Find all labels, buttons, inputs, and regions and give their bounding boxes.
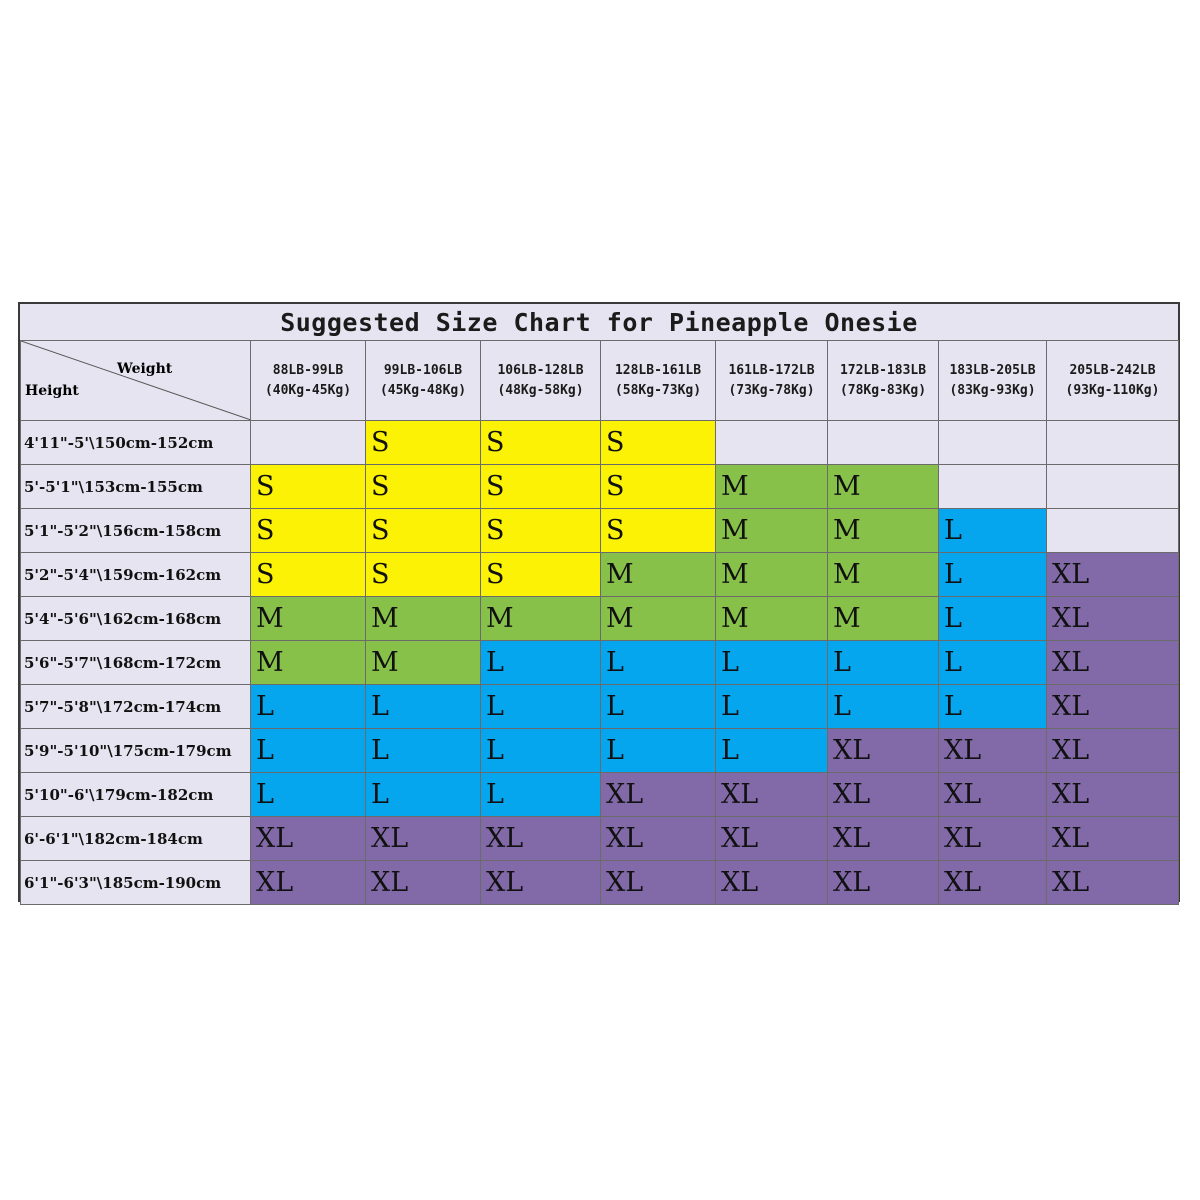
weight-lb-range: 106LB-128LB: [497, 362, 584, 378]
size-cell-l: L: [939, 553, 1047, 597]
size-cell-m: M: [828, 509, 939, 553]
size-cell-l: L: [828, 685, 939, 729]
weight-column-header: [1047, 341, 1179, 421]
size-cell-s: S: [481, 509, 601, 553]
weight-column-header: [716, 341, 828, 421]
height-range-label: 6'-6'1"\182cm-184cm: [21, 817, 251, 861]
size-cell-l: L: [939, 641, 1047, 685]
weight-lb-range: 128LB-161LB: [614, 362, 702, 378]
size-cell-m: M: [481, 597, 601, 641]
empty-cell: [1047, 465, 1179, 509]
size-cell-l: L: [601, 641, 716, 685]
weight-column-header: [828, 341, 939, 421]
size-cell-xl: XL: [939, 817, 1047, 861]
size-cell-l: L: [716, 729, 828, 773]
table-row: [21, 553, 1179, 597]
size-cell-xl: XL: [828, 861, 939, 905]
size-cell-m: M: [828, 597, 939, 641]
size-cell-xl: XL: [1047, 817, 1179, 861]
chart-title: Suggested Size Chart for Pineapple Onesie: [20, 304, 1178, 341]
size-table: [20, 340, 1179, 905]
size-cell-m: M: [251, 641, 366, 685]
size-cell-l: L: [716, 685, 828, 729]
size-cell-l: L: [481, 729, 601, 773]
size-cell-m: M: [601, 597, 716, 641]
size-cell-l: L: [366, 729, 481, 773]
diagonal-line: [21, 341, 251, 420]
size-cell-xl: XL: [828, 773, 939, 817]
size-cell-m: M: [601, 553, 716, 597]
size-cell-xl: XL: [1047, 553, 1179, 597]
size-cell-l: L: [366, 773, 481, 817]
size-cell-xl: XL: [939, 729, 1047, 773]
height-range-label: 5'9"-5'10"\175cm-179cm: [21, 729, 251, 773]
size-cell-xl: XL: [716, 817, 828, 861]
size-cell-xl: XL: [716, 861, 828, 905]
size-cell-l: L: [939, 685, 1047, 729]
size-cell-l: L: [939, 509, 1047, 553]
height-range-label: 5'4"-5'6"\162cm-168cm: [21, 597, 251, 641]
size-cell-l: L: [939, 597, 1047, 641]
size-cell-l: L: [251, 773, 366, 817]
table-row: [21, 421, 1179, 465]
size-cell-s: S: [601, 421, 716, 465]
size-cell-l: L: [828, 641, 939, 685]
size-cell-l: L: [716, 641, 828, 685]
size-cell-l: L: [481, 773, 601, 817]
size-cell-s: S: [251, 509, 366, 553]
weight-column-header: [251, 341, 366, 421]
table-row: [21, 817, 1179, 861]
height-range-label: 5'7"-5'8"\172cm-174cm: [21, 685, 251, 729]
size-cell-xl: XL: [1047, 641, 1179, 685]
weight-kg-range: (45Kg-48Kg): [379, 382, 467, 398]
size-cell-xl: XL: [601, 773, 716, 817]
size-cell-m: M: [366, 641, 481, 685]
weight-lb-range: 88LB-99LB: [272, 362, 344, 378]
size-cell-l: L: [481, 685, 601, 729]
size-cell-s: S: [601, 509, 716, 553]
size-chart: [18, 302, 1180, 902]
size-cell-s: S: [366, 421, 481, 465]
weight-lb-range: 183LB-205LB: [949, 362, 1036, 378]
corner-cell: [21, 341, 251, 421]
empty-cell: [939, 465, 1047, 509]
size-cell-xl: XL: [1047, 861, 1179, 905]
size-cell-m: M: [716, 465, 828, 509]
size-cell-s: S: [366, 509, 481, 553]
size-cell-xl: XL: [251, 861, 366, 905]
weight-kg-range: (73Kg-78Kg): [728, 382, 815, 398]
empty-cell: [1047, 421, 1179, 465]
size-cell-s: S: [481, 553, 601, 597]
weight-axis-label: Weight: [117, 361, 173, 377]
weight-kg-range: (40Kg-45Kg): [264, 382, 352, 398]
table-row: [21, 861, 1179, 905]
size-cell-l: L: [601, 685, 716, 729]
height-range-label: 6'1"-6'3"\185cm-190cm: [21, 861, 251, 905]
weight-column-header: [939, 341, 1047, 421]
table-row: [21, 597, 1179, 641]
size-cell-m: M: [828, 553, 939, 597]
empty-cell: [251, 421, 366, 465]
size-cell-xl: XL: [828, 817, 939, 861]
size-cell-s: S: [366, 465, 481, 509]
weight-lb-range: 205LB-242LB: [1069, 362, 1156, 378]
size-cell-xl: XL: [366, 861, 481, 905]
size-cell-s: S: [601, 465, 716, 509]
weight-kg-range: (78Kg-83Kg): [839, 382, 927, 398]
height-range-label: 5'-5'1"\153cm-155cm: [21, 465, 251, 509]
size-cell-m: M: [716, 553, 828, 597]
height-range-label: 5'1"-5'2"\156cm-158cm: [21, 509, 251, 553]
size-cell-xl: XL: [601, 817, 716, 861]
table-row: [21, 465, 1179, 509]
size-cell-l: L: [251, 729, 366, 773]
size-cell-xl: XL: [939, 773, 1047, 817]
size-cell-xl: XL: [481, 817, 601, 861]
size-cell-xl: XL: [1047, 685, 1179, 729]
size-cell-xl: XL: [828, 729, 939, 773]
weight-kg-range: (83Kg-93Kg): [949, 382, 1036, 398]
empty-cell: [1047, 509, 1179, 553]
size-cell-s: S: [366, 553, 481, 597]
size-cell-m: M: [251, 597, 366, 641]
size-cell-xl: XL: [1047, 729, 1179, 773]
empty-cell: [828, 421, 939, 465]
size-cell-xl: XL: [1047, 597, 1179, 641]
weight-column-header: [366, 341, 481, 421]
weight-lb-range: 172LB-183LB: [839, 362, 927, 378]
weight-kg-range: (93Kg-110Kg): [1065, 382, 1160, 398]
size-cell-m: M: [716, 509, 828, 553]
size-cell-m: M: [716, 597, 828, 641]
weight-kg-range: (48Kg-58Kg): [497, 382, 584, 398]
empty-cell: [716, 421, 828, 465]
size-cell-xl: XL: [481, 861, 601, 905]
weight-lb-range: 99LB-106LB: [383, 362, 463, 378]
height-range-label: 5'6"-5'7"\168cm-172cm: [21, 641, 251, 685]
size-cell-s: S: [251, 465, 366, 509]
size-cell-l: L: [251, 685, 366, 729]
weight-header-row: [21, 341, 1179, 421]
size-cell-l: L: [366, 685, 481, 729]
table-row: [21, 773, 1179, 817]
table-row: [21, 509, 1179, 553]
size-cell-xl: XL: [1047, 773, 1179, 817]
size-rows: [21, 421, 1179, 905]
table-row: [21, 685, 1179, 729]
size-cell-xl: XL: [601, 861, 716, 905]
table-row: [21, 729, 1179, 773]
size-cell-m: M: [828, 465, 939, 509]
weight-column-header: [481, 341, 601, 421]
height-axis-label: Height: [25, 383, 79, 399]
height-range-label: 5'2"-5'4"\159cm-162cm: [21, 553, 251, 597]
size-cell-xl: XL: [716, 773, 828, 817]
size-cell-l: L: [601, 729, 716, 773]
weight-kg-range: (58Kg-73Kg): [614, 382, 702, 398]
height-range-label: 4'11"-5'\150cm-152cm: [21, 421, 251, 465]
table-row: [21, 641, 1179, 685]
size-cell-s: S: [481, 421, 601, 465]
weight-column-header: [601, 341, 716, 421]
height-range-label: 5'10"-6'\179cm-182cm: [21, 773, 251, 817]
empty-cell: [939, 421, 1047, 465]
size-cell-m: M: [366, 597, 481, 641]
size-cell-l: L: [481, 641, 601, 685]
size-cell-s: S: [481, 465, 601, 509]
weight-lb-range: 161LB-172LB: [728, 362, 815, 378]
size-cell-xl: XL: [939, 861, 1047, 905]
size-cell-s: S: [251, 553, 366, 597]
size-cell-xl: XL: [251, 817, 366, 861]
size-cell-xl: XL: [366, 817, 481, 861]
